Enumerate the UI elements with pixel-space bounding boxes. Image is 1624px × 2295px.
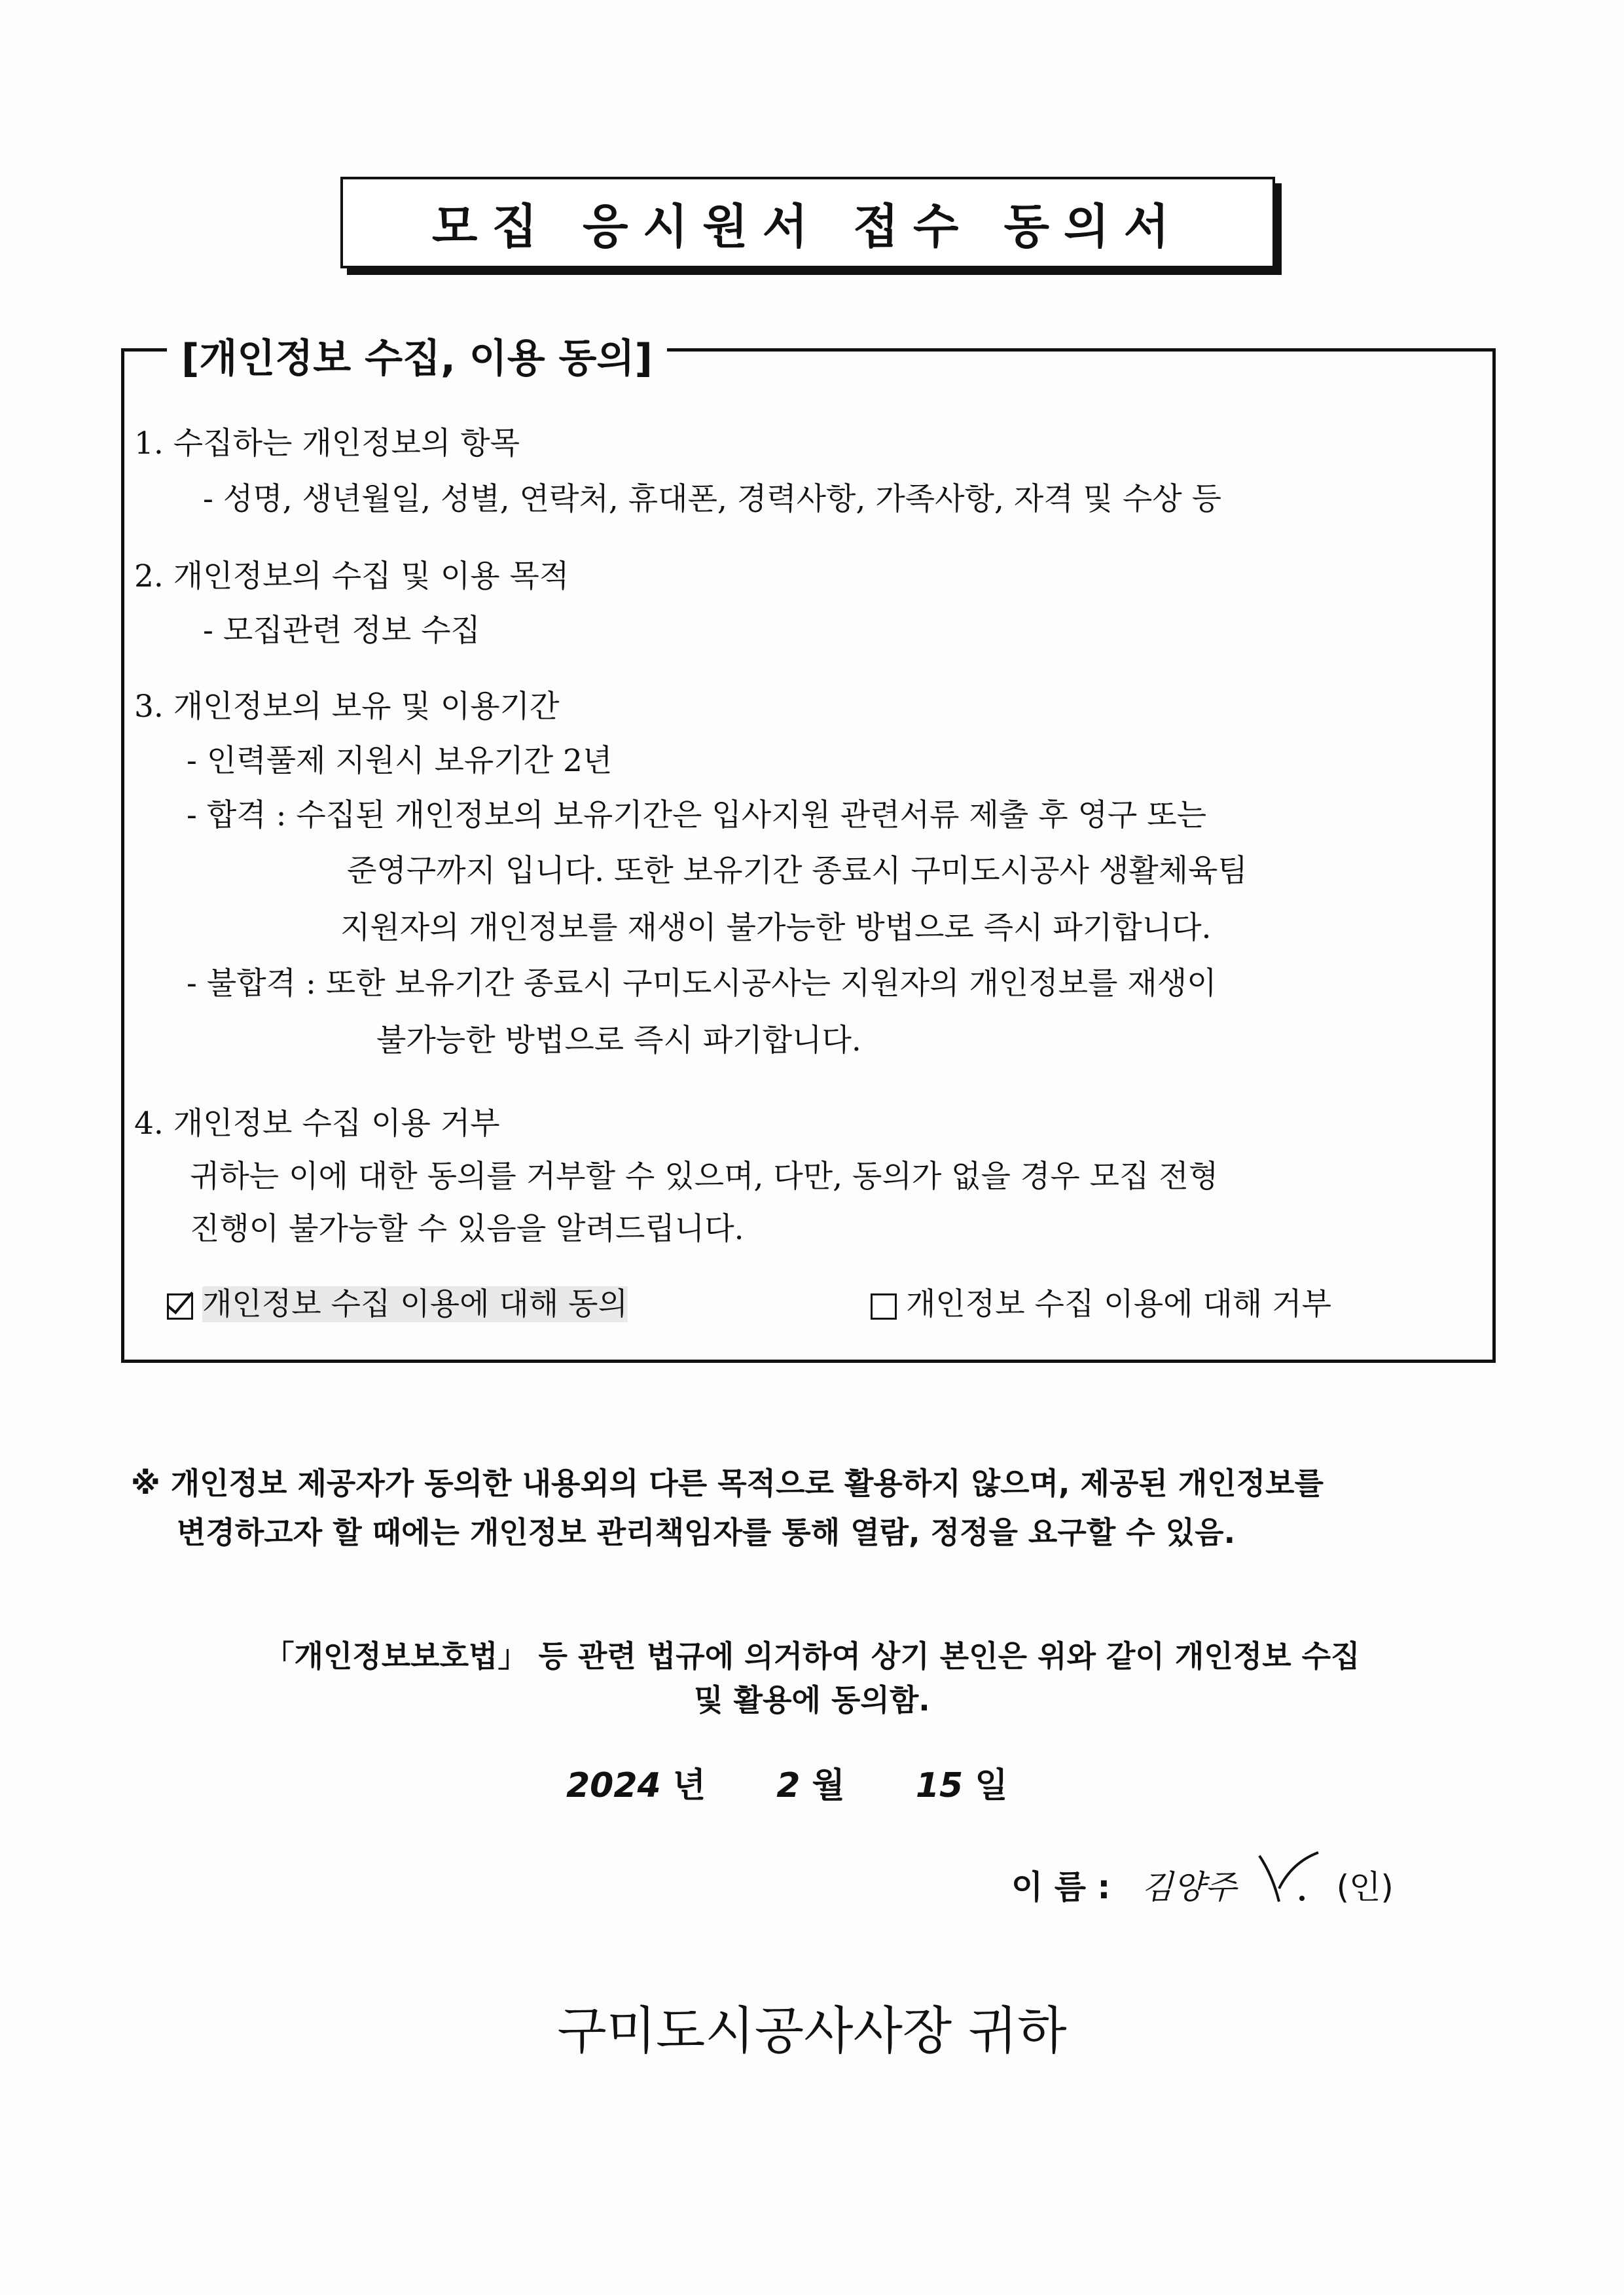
refuse-checkbox[interactable] — [871, 1293, 897, 1320]
item-line: 귀하는 이에 대한 동의를 거부할 수 있으며, 다만, 동의가 없을 경우 모집 전형 — [190, 1159, 1219, 1195]
notice-line: ※ 개인정보 제공자가 동의한 내용외의 다른 목적으로 활용하지 않으며, 제공된 개인정보를 — [131, 1466, 1324, 1501]
item-line: 준영구까지 입니다. 또한 보유기간 종료시 구미도시공사 생활체육팀 — [347, 853, 1248, 889]
date-day: 15 — [915, 1766, 964, 1805]
item-line: 진행이 불가능할 수 있음을 알려드립니다. — [190, 1211, 744, 1247]
item-heading: 2. 개인정보의 수집 및 이용 목적 — [134, 558, 569, 594]
item-heading: 4. 개인정보 수집 이용 거부 — [134, 1106, 500, 1142]
date-month: 2 — [776, 1766, 801, 1805]
document-title-box — [340, 177, 1275, 268]
item-line: - 합격 : 수집된 개인정보의 보유기간은 입사지원 관련서류 제출 후 영구 또는 — [187, 797, 1207, 833]
agree-checkbox[interactable] — [167, 1293, 193, 1320]
signature-line — [1011, 1849, 1394, 1908]
agree-option[interactable] — [167, 1280, 628, 1324]
date-day-unit: 일 — [975, 1766, 1008, 1805]
recipient: 구미도시공사사장 귀하 — [557, 2002, 1067, 2061]
item-line: - 불합격 : 또한 보유기간 종료시 구미도시공사는 지원자의 개인정보를 재생이 — [187, 966, 1217, 1002]
section-heading: [개인정보 수집, 이용 동의] — [167, 327, 667, 384]
law-statement-line: 「개인정보보호법」 등 관련 법규에 의거하여 상기 본인은 위와 같이 개인정보 수집 — [264, 1638, 1360, 1674]
item-line: 지원자의 개인정보를 재생이 불가능한 방법으로 즉시 파기합니다. — [340, 910, 1212, 946]
notice-line: 변경하고자 할 때에는 개인정보 관리책임자를 통해 열람, 정정을 요구할 수 있음. — [177, 1515, 1236, 1550]
name-label: 이 름 : — [1011, 1868, 1111, 1906]
item-line: - 성명, 생년월일, 성별, 연락처, 휴대폰, 경력사항, 가족사항, 자격 및 수상 등 — [203, 481, 1222, 517]
document-title: 모집 응시원서 접수 동의서 — [431, 199, 1184, 254]
handwritten-signature-icon — [1253, 1849, 1325, 1908]
item-line: 불가능한 방법으로 즉시 파기합니다. — [376, 1022, 861, 1058]
item-heading: 1. 수집하는 개인정보의 항목 — [134, 425, 520, 461]
date-year: 2024 — [566, 1766, 661, 1805]
agree-label: 개인정보 수집 이용에 대해 동의 — [202, 1286, 628, 1322]
date — [566, 1758, 1008, 1807]
applicant-name: 김양주 — [1141, 1868, 1236, 1906]
item-line: - 모집관련 정보 수집 — [203, 613, 480, 649]
seal-mark: (인) — [1336, 1868, 1394, 1906]
date-month-unit: 월 — [812, 1766, 845, 1805]
date-year-unit: 년 — [672, 1766, 706, 1805]
refuse-label: 개인정보 수집 이용에 대해 거부 — [906, 1286, 1331, 1322]
item-heading: 3. 개인정보의 보유 및 이용기간 — [134, 689, 560, 725]
item-line: - 인력풀제 지원시 보유기간 2년 — [187, 743, 613, 779]
law-statement-line: 및 활용에 동의함. — [694, 1682, 930, 1718]
refuse-option[interactable] — [871, 1280, 1331, 1324]
